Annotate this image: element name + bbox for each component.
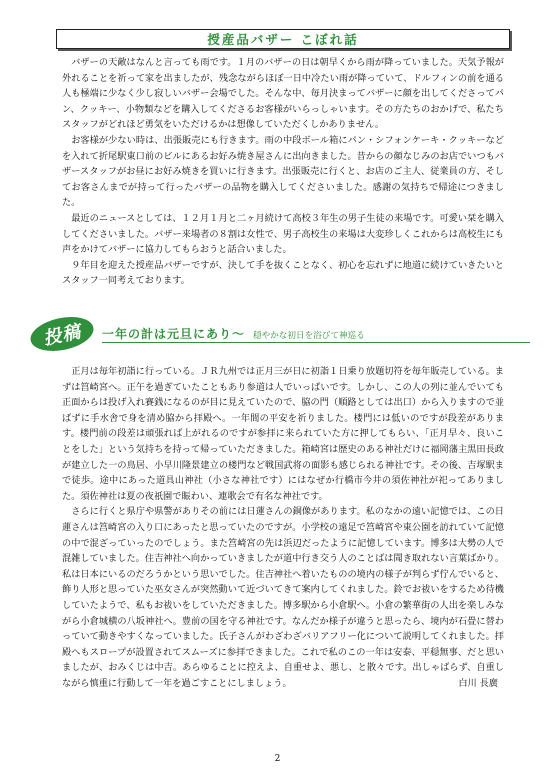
section1-paragraph: ９年目を迎えた授産品バザーですが、決して手を抜くことなく、初心を忘れずに地道に続けていきたいとスタッフ一同考えております。 [62,259,504,287]
section1-article [62,55,504,289]
section2-paragraph: 正月は毎年初詣に行っている。ＪＲ九州では正月三が日に初詣１日乗り放題切符を毎年販売している。まずは筥崎宮へ。正午を過ぎていたこともあり参道は人でいっぱいです。しかし、この人の列に並んでいても正面からは投げ入れ賽銭になるのが目に見えていたので、脇の門（順路としては出口）から入りますので並ばずに手水舎で身を清め脇から拝殿へ。一年間の平安を祈りました。楼門には低いのですが段差があります。楼門前の段差は頑張れば上がれるのですが参拝に来られていた方に押してもらい、「正月早々、良いことをした」という気持ちを持って帰っていただきました。箱崎宮は歴史のある神社だけに福岡藩主黒田長政が建立した一の鳥居、小早川隆景建立の楼門など戦国武将の面影も感じられる神社です。その後、吉塚駅まで徒歩。途中にあった道具山神社（小さな神社です）にはなぜか行橋市今井の須佐神社が祀ってありました。須佐神社は夏の夜祇園で賑わい、連歌会で有名な神社です。 [62,366,504,502]
section1-paragraph: 最近のニュースとしては、１２月１月と二ヶ月続けて高校３年生の男子生徒の来場です。可愛い栞を購入してくださいました。バザー来場者の８割は女性で、男子高校生の来場は大変珍しくこれからは高校生にも声をかけてバザーに協力してもらおうと話合いました。 [62,212,504,256]
contribution-badge-label: 投稿 [41,321,84,350]
section2-header [30,318,530,352]
page-number: 2 [274,754,281,764]
section1-paragraph: バザーの天敵はなんと言っても雨です。１月のバザーの日は朝早くから雨が降っていました。天気予報が外れることを祈って家を出ましたが、残念ながらほぼ一日中冷たい雨が降っていて、ドルフィンの前を通る人も極端に少なく少し寂しいバザー会場でした。そんな中、毎月決まってバザーに顔を出してくださってパン、クッキー、小物類などを購入してくださるお客様がいらっしゃいます。その方たちのおかげで、私たちスタッフがどれほど勇気をいただけるかは想像していただくしかありません。 [62,57,504,131]
author-name: 白川 長廣 [458,677,498,689]
section1-title: 授産品バザー こぼれ話 [207,32,359,47]
section1-paragraph: お客様が少ない時は、出張販売にも行きます。雨の中段ボール箱にパン・シフォンケーキ・クッキーなどを入れて折尾駅東口前のビルにあるお好み焼き屋さんに出向きました。昔からの顔なじみのお店でいつもバザースタッフがお昼にお好み焼きを買いに行きます。出張販売に行くと、お店のご主人、従業員の方、そしてお客さんまでが持って行ったバザーの品物を購入してくださいました。感謝の気持ちで帰途につきました。 [62,134,504,209]
section2-paragraph: さらに行くと県庁や県警がありその前には日蓮さんの銅像があります。私のなかの遠い記憶では、この日蓮さんは筥崎宮の入り口にあったと思っていたのですが。小学校の遠足で筥崎宮や東公園を訪れていて記憶の中で混ざっていったのでしょう。また筥崎宮の先は浜辺だったように記憶しています。博多は大勢の人で混雑していました。住吉神社へ向かっていきましたが道中行き交う人のことばは聞き取れない言葉ばかり。私は日本にいるのだろうかという思いでした。住吉神社へ着いたものの境内の様子が判らず佇んでいると、飾り人形と思っていた巫女さんが突然動いて近づいてきて案内してくれました。鈴でお祓いをするため待機していたようで、私もお祓いをしていただきました。博多駅から小倉駅へ。小倉の繁華街の人出を楽しみながら小倉城横の八坂神社へ。豊前の国を守る神社です。なんだか様子が違うと思ったら、境内が石畳に替わっていて動きやすくなっていました。氏子さんがわざわざバリアフリー化について説明してくれました。拝殿へもスロープが設置されてスムーズに参拝できました。これで私のこの一年は安泰、平穏無事、だと思いましたが、おみくじは中吉。あらゆることに控えよ、自重せよ、悪し、と散々です。出しゃばらず、自重しながら慎重に行動して一年を過ごすことにしましょう。 [62,506,504,689]
section2-subtitle: 穏やかな初日を浴びて神巡る [253,331,365,341]
section2-article [62,364,504,691]
contribution-badge [27,312,96,357]
section1-title-banner [56,29,510,49]
section2-title-bar [102,324,530,343]
section2-title: 一年の計は元旦にあり～ [102,327,246,341]
